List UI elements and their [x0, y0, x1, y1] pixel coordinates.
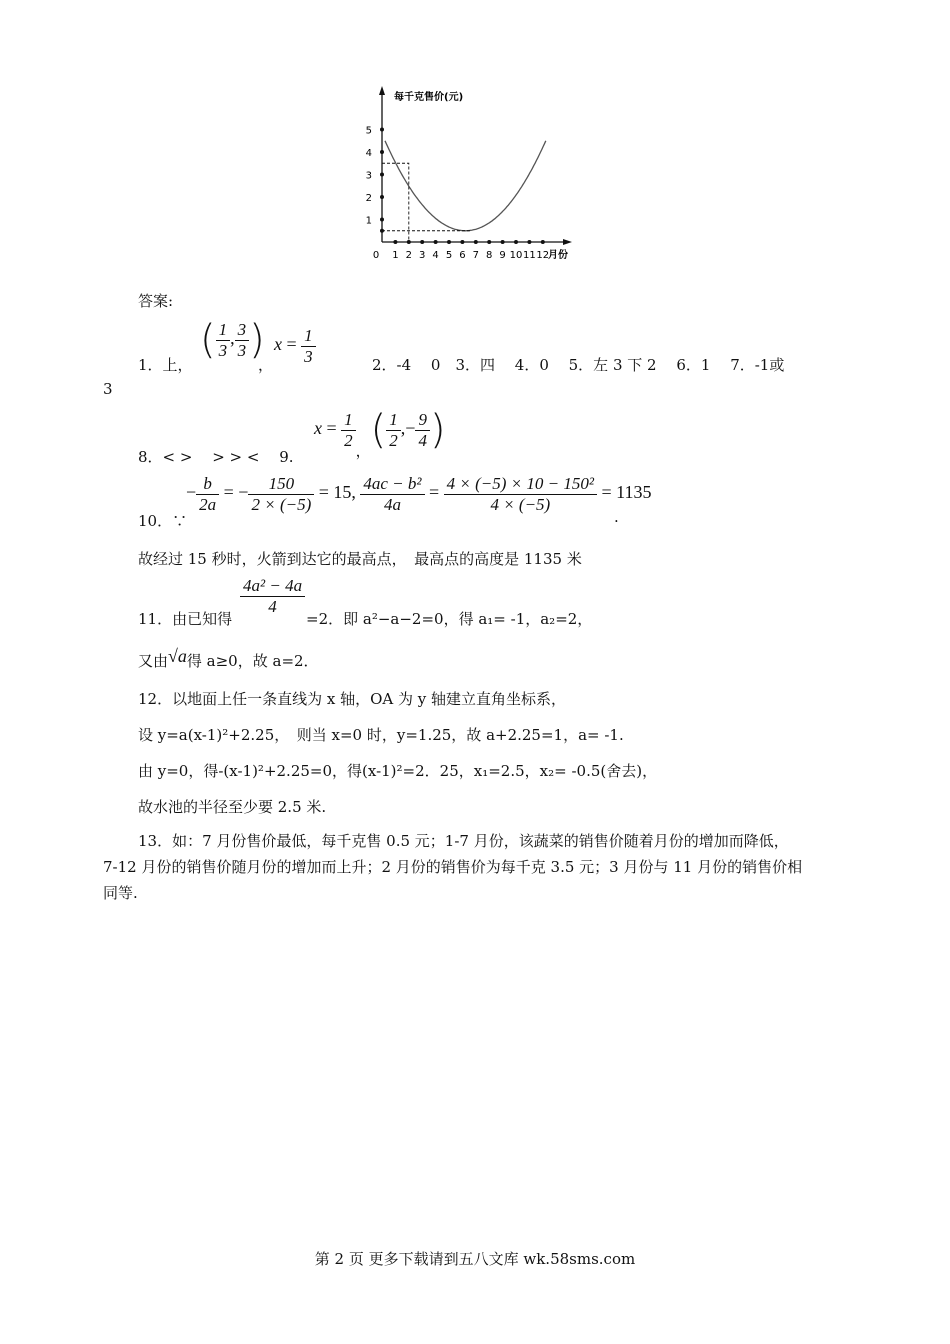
plot-area: [382, 141, 546, 242]
guide-month-2: [382, 163, 409, 242]
q11-fraction: $\frac{\text{4a² − 4a}}{4}$: [240, 576, 305, 616]
y-tick-dot: [380, 150, 384, 154]
x-tick-dot: [447, 240, 451, 244]
answer-10-label: 10．∵: [138, 512, 188, 530]
answer-13-line-1: 13．如：7 月份售价最低，每千克售 0.5 元；1-7 月份，该蔬菜的销售价随着月份的增加而降低，: [138, 832, 789, 850]
answer-10-result: 故经过 15 秒时，火箭到达它的最高点， 最高点的高度是 1135 米: [138, 550, 582, 568]
q1-left-paren: (: [200, 317, 216, 364]
y-tick-label: 4: [365, 148, 372, 159]
x-tick-dot: [460, 240, 464, 244]
answer-13-line-2: 7-12 月份的销售价随月份的增加而上升；2 月份的销售价为每千克 3.5 元；3 月份与 11 月份的销售价相: [103, 858, 803, 876]
q1-right-paren: ): [249, 317, 265, 364]
q1-sep: ，: [258, 356, 274, 374]
answer-11-b: 又由√a得 a≥0，故 a=2．: [138, 646, 319, 670]
x-tick-label: 12: [536, 250, 550, 261]
answer-12-line-2: 设 y=a(x-1)²+2.25， 则当 x=0 时，y=1.25，故 a+2.25=1，a= -1.: [138, 726, 624, 744]
x-tick-label: 9: [499, 250, 506, 261]
answer-7-continued: 3: [103, 380, 113, 398]
q1-axis: x = $\frac{1}{3}$: [274, 326, 316, 366]
y-tick-label: 5: [365, 125, 372, 137]
x-tick-labels: [373, 240, 549, 261]
x-tick-label: 3: [419, 250, 426, 261]
y-tick-dot: [380, 128, 384, 132]
y-tick-dot: [380, 195, 384, 199]
answer-12-line-4: 故水池的半径至少要 2.5 米.: [138, 798, 327, 816]
answer-12-line-3: 由 y=0，得-(x-1)²+2.25=0，得(x-1)²=2．25，x₁=2.5，x₂= -0.5(舍去)，: [138, 762, 658, 780]
y-tick-labels: [366, 126, 384, 233]
y-tick-label: 2: [365, 193, 372, 204]
x-tick-label: 10: [509, 250, 523, 261]
x-tick-dot: [434, 240, 438, 244]
page-footer: 第 2 页 更多下载请到五八文库 wk.58sms.com: [314, 1250, 636, 1268]
x-tick-dot: [393, 240, 397, 244]
y-axis-arrow: [379, 86, 385, 95]
x-tick-label: 8: [486, 250, 493, 261]
x-tick-label: 1: [392, 250, 399, 261]
x-tick-dot: [487, 240, 491, 244]
y-tick-label: 1: [365, 215, 372, 227]
answer-9: x = $\frac{1}{2}$ ，( $\frac{1}{2}$ ,− $\frac{9}{4}$ ): [314, 407, 446, 461]
x-tick-label: 11: [523, 250, 536, 261]
y-tick-dot: [380, 218, 384, 222]
y-axis-label: 每千克售价(元): [394, 92, 464, 103]
x-tick-label: 2: [405, 250, 412, 261]
answer-10-period: .: [614, 508, 619, 526]
x-tick-dot: [420, 240, 424, 244]
q1-frac-b: $\frac{3}{3}$: [235, 320, 250, 360]
q1-point: [200, 317, 265, 364]
answers-heading: 答案:: [138, 292, 174, 310]
chart-axes: [379, 86, 572, 245]
y-tick-dot: [380, 173, 384, 177]
answer-10-formula: − $\frac{b}{2a}$ = − $\frac{150}{2 \times (-5)}$ = 15, $\frac{\text{4ac − b²}}{4a}$ = $\frac{\text{4 × (−5) × 10 − 150²}}{4 \times (-5)}$ = 1135: [186, 474, 652, 514]
x-tick-dot: [514, 240, 518, 244]
x-tick-label: 0: [372, 250, 380, 261]
x-axis-label: 月份: [548, 250, 568, 261]
answers-2-7: 2．-4 0 3．四 4．0 5．左 3 下 2 6．1 7．-1或: [372, 356, 785, 374]
answer-12-line-1: 12．以地面上任一条直线为 x 轴，OA 为 y 轴建立直角坐标系，: [138, 690, 566, 708]
x-tick-label: 4: [432, 250, 439, 261]
x-tick-dot: [501, 240, 505, 244]
x-tick-dot: [541, 240, 545, 244]
x-tick-dot: [474, 240, 478, 244]
answer-8: 8．< > > > < 9.: [138, 448, 294, 466]
q1-prefix: 1．上，: [138, 356, 193, 374]
x-tick-label: 7: [472, 250, 479, 261]
x-tick-dot: [527, 240, 531, 244]
price-chart: [360, 82, 590, 272]
y-tick-label: 3: [365, 170, 372, 182]
sqrt-a: √a: [168, 646, 187, 666]
x-tick-label: 6: [459, 250, 466, 261]
q1-frac-a: $\frac{1}{3}$: [216, 320, 231, 360]
x-axis-arrow: [563, 239, 572, 245]
answer-13-line-3: 同等.: [103, 884, 138, 902]
q1-comma: ,: [230, 328, 235, 349]
x-tick-label: 5: [445, 250, 453, 261]
